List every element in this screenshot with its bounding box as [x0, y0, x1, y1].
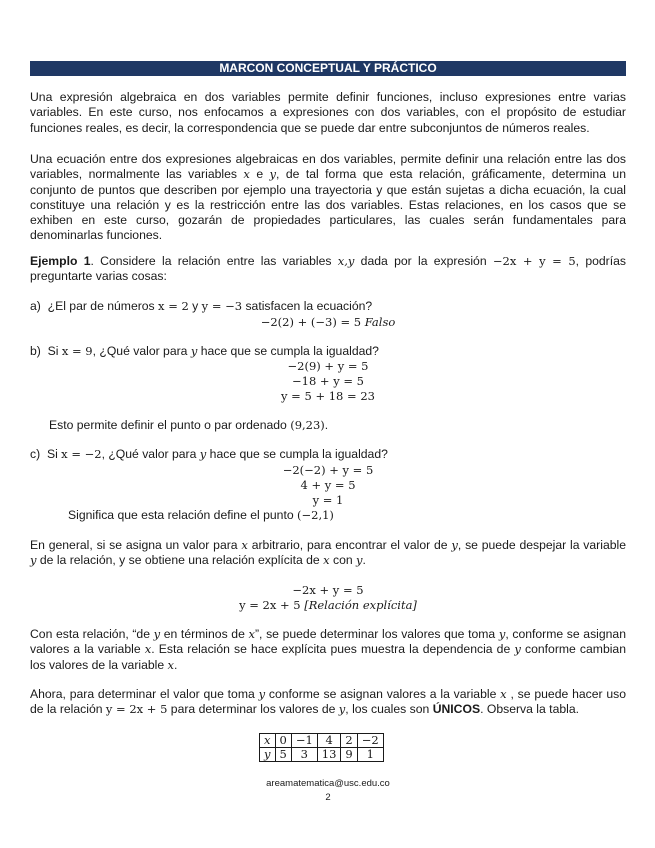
note-c: Significa que esta relación define el punto (−2,1) — [68, 508, 334, 522]
table-cell: 13 — [317, 748, 341, 762]
table-header-y: y — [260, 748, 276, 762]
explicit-equation-1: −2x + y = 5 — [292, 583, 364, 597]
values-table — [259, 733, 384, 762]
table-cell: −1 — [291, 734, 317, 748]
footer-email: areamatematica@usc.edu.co — [266, 778, 390, 789]
table-cell: 0 — [275, 734, 291, 748]
general-paragraph: En general, si se asigna un valor para x arbitrario, para encontrar el valor de y, se puede despejar la variable y de la relación, y se obtiene una relación explícita de x con y. — [30, 538, 626, 568]
question-a: a) ¿El par de números x = 2 y y = −3 satisfacen la ecuación? — [30, 299, 373, 313]
explicit-equation-2: y = 2x + 5 [Relación explícita] — [239, 598, 417, 612]
example-intro: Ejemplo 1. Considere la relación entre las variables x,y dada por la expresión −2x + y = 5, podrías preguntarte varias cosas: — [30, 254, 626, 284]
equation-c1: −2(−2) + y = 5 — [282, 463, 374, 477]
table-header-x: x — [260, 734, 276, 748]
equation-b1: −2(9) + y = 5 — [287, 359, 369, 373]
equation-c3: y = 1 — [312, 493, 344, 507]
example-label: Ejemplo 1 — [30, 254, 91, 268]
note-b: Esto permite definir el punto o par ordenado (9,23). — [49, 418, 329, 432]
table-cell: 2 — [341, 734, 357, 748]
question-c: c) Si x = −2, ¿Qué valor para y hace que se cumpla la igualdad? — [30, 447, 388, 461]
table-cell: −2 — [357, 734, 383, 748]
table-cell: 3 — [291, 748, 317, 762]
equation-c2: 4 + y = 5 — [300, 478, 356, 492]
table-row-y — [260, 748, 384, 762]
explicit-relation-paragraph: Con esta relación, “de y en términos de x”, se puede determinar los valores que toma y, conforme se asignan valores a la variable x. Esta relación se hace explícita pues muestra la dependencia de y conforme cambian los valores de la variable x. — [30, 627, 626, 672]
relation-paragraph: Una ecuación entre dos expresiones algebraicas en dos variables, permite definir una relación entre las dos variables, normalmente las variables x e y, de tal forma que esta relación, gráficamente, determina un conjunto de puntos que describen por ejemplo una trayectoria y que están sujetas a dicha ecuación, la cual constituye una relación y es la restricción entre las dos variables. Estas relaciones, en los casos que se exhiben en este curso, gozarán de propiedades particulares, las cuales serán fundamentales para denominarlas funciones. — [30, 152, 626, 243]
equation-b3: y = 5 + 18 = 23 — [281, 389, 375, 403]
equation-a: −2(2) + (−3) = 5 Falso — [260, 315, 396, 329]
table-row-x — [260, 734, 384, 748]
page-number: 2 — [325, 792, 331, 803]
values-paragraph: Ahora, para determinar el valor que toma y conforme se asignan valores a la variable x , se puede hacer uso de la relación y = 2x + 5 para determinar los valores de y, los cuales son ÚNICOS. Observa la tabla. — [30, 687, 627, 717]
section-title-banner: MARCON CONCEPTUAL Y PRÁCTICO — [30, 61, 626, 76]
question-b: b) Si x = 9, ¿Qué valor para y hace que se cumpla la igualdad? — [30, 344, 379, 358]
table-cell: 4 — [317, 734, 341, 748]
equation-b2: −18 + y = 5 — [292, 374, 364, 388]
intro-paragraph: Una expresión algebraica en dos variables permite definir funciones, incluso expresiones entre varias variables. En este curso, nos enfocamos a expresiones con dos variables, con el propósito de estudiar funciones reales, es decir, la correspondencia que se puede dar entre subconjuntos de números reales. — [30, 90, 626, 135]
table-cell: 5 — [275, 748, 291, 762]
table-cell: 1 — [357, 748, 383, 762]
table-cell: 9 — [341, 748, 357, 762]
